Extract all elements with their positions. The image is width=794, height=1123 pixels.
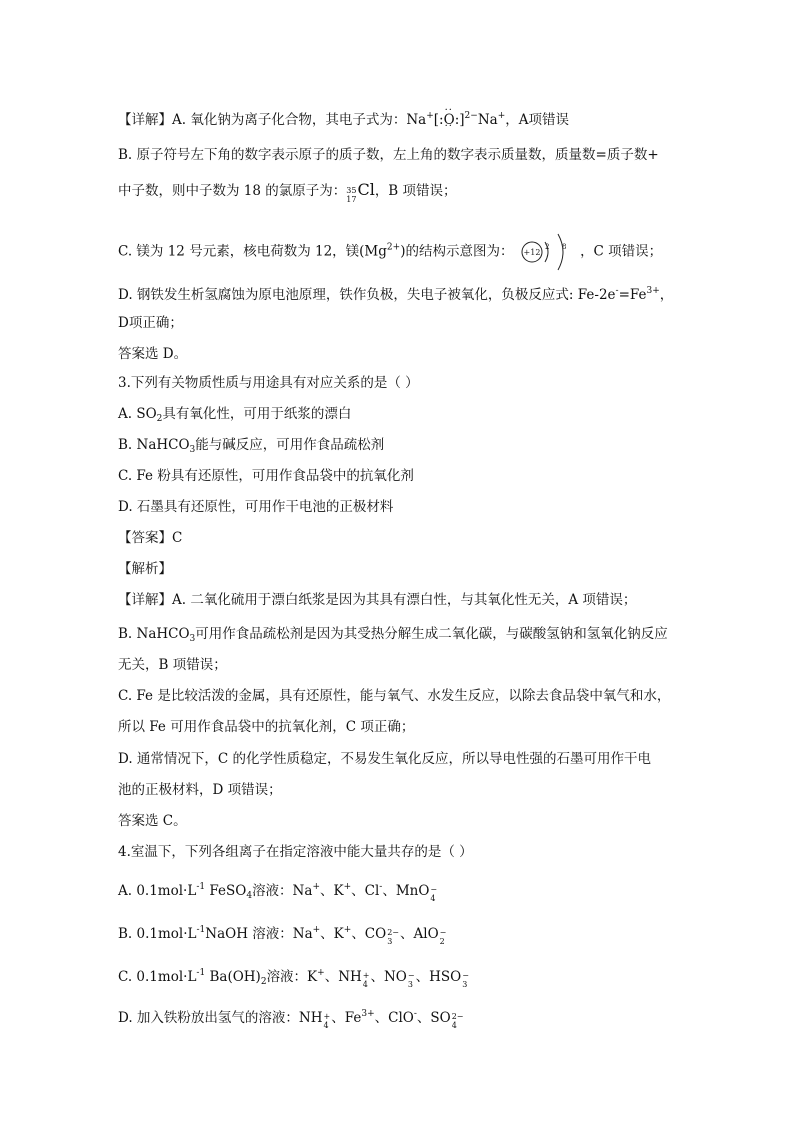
question-3: 3.下列有关物质性质与用途具有对应关系的是（ ） — [118, 375, 419, 391]
q3-option-b: B. NaHCO$_3$能与碱反应，可用作食品疏松剂 — [118, 437, 385, 455]
q4-option-d: D. 加入铁粉放出氢气的溶液：NH + 4 、$Fe^{3+}$、ClO-、SO 2− 4 — [118, 1009, 464, 1030]
explanation-line-d1: D. 钢铁发生析氢腐蚀为原电池原理，铁作负极，失电子被氧化，负极反应式: $Fe-2e^-=Fe^{3+}$， — [118, 286, 674, 303]
q3-explanation-b1: B. NaHCO$_3$可用作食品疏松剂是因为其受热分解生成二氧化碳，与碳酸氢钠和氢氧化钠反应 — [118, 626, 668, 644]
q3-option-c: C. Fe 粉具有还原性，可用作食品袋中的抗氧化剂 — [118, 468, 414, 484]
explanation-line-d2: D项正确； — [118, 315, 183, 331]
q3-answer-choice: 答案选 C。 — [118, 813, 187, 829]
q4-option-a: A. $0.1mol\cdot L^{-1}$ FeSO$_4$溶液：Na+、K+、Cl-、MnO − 4 — [118, 882, 438, 903]
q3-explanation-d2: 池的正极材料，D 项错误； — [118, 782, 282, 798]
explanation-line-c: C. 镁为 12 号元素，核电荷数为 12，镁$(Mg^{2+})$的结构示意图为： +12 2 8 ，C 项错误； — [118, 232, 662, 272]
nucleus-charge: +12 — [523, 248, 541, 257]
explanation-line-b2: 中子数，则中子数为 18 的氯原子为： 35 17 Cl，B 项错误； — [118, 180, 457, 204]
shell-1-count: 2 — [544, 243, 550, 251]
q3-option-d: D. 石墨具有还原性，可用作干电池的正极材料 — [118, 499, 394, 515]
explanation-line-a: 【详解】A. 氧化钠为离子化合物，其电子式为：Na+[:·· O ··:]$^{2-}$Na+，A项错误 — [118, 106, 569, 130]
q3-answer: 【答案】C — [118, 530, 183, 546]
mg-ion-structure-diagram — [518, 232, 576, 272]
shell-2-count: 8 — [561, 243, 567, 251]
question-4: 4.室温下，下列各组离子在指定溶液中能大量共存的是（ ） — [118, 844, 473, 860]
q3-explanation-b2: 无关，B 项错误； — [118, 657, 227, 673]
q4-option-c: C. $0.1mol\cdot L^{-1}$ $Ba(OH)_2$溶液：K+、NH + 4 、NO − 3 、HSO − 3 — [118, 968, 469, 989]
q3-explanation-a: 【详解】A. 二氧化硫用于漂白纸浆是因为其具有漂白性，与其氧化性无关，A 项错误； — [118, 592, 637, 608]
q3-analysis-heading: 【解析】 — [118, 561, 172, 577]
explanation-line-b1: B. 原子符号左下角的数字表示原子的质子数，左上角的数字表示质量数，质量数=质子数+ — [118, 147, 659, 163]
answer-choice-d: 答案选 D。 — [118, 346, 188, 362]
q4-option-b: B. $0.1mol\cdot L^{-1}NaOH$ 溶液：Na+、K+、CO 2− 3 、AlO − 2 — [118, 925, 447, 946]
q3-explanation-c2: 所以 Fe 可用作食品袋中的抗氧化剂，C 项正确； — [118, 719, 415, 735]
q3-option-a: A. $SO_2$具有氧化性，可用于纸浆的漂白 — [118, 406, 352, 424]
nuclide-notation: 35 17 — [346, 186, 357, 204]
q3-explanation-d1: D. 通常情况下，C 的化学性质稳定，不易发生氧化反应，所以导电性强的石墨可用作干电 — [118, 751, 652, 767]
electron-formula: Na+[:·· O ··:]$^{2-}$Na+ — [406, 112, 505, 128]
q3-explanation-c1: C. Fe 是比较活泼的金属，具有还原性，能与氧气、水发生反应，以除去食品袋中氧气和水， — [118, 688, 671, 704]
